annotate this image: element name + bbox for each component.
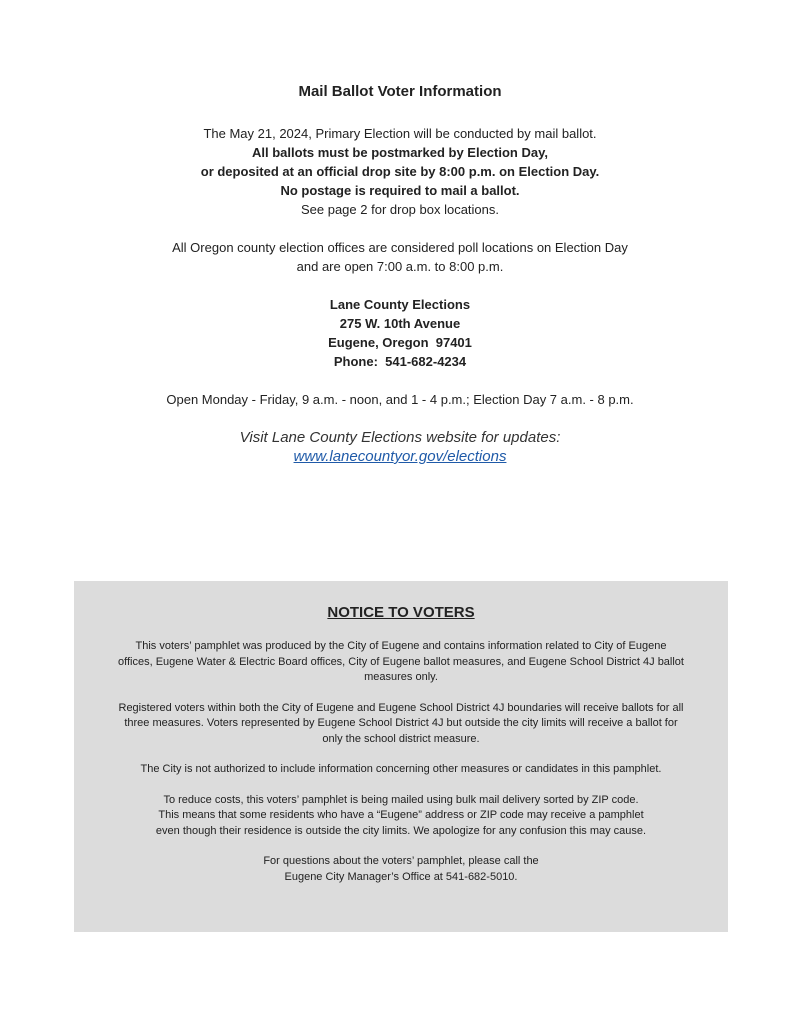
notice-line: To reduce costs, this voters’ pamphlet is being mailed using bulk mail delivery sorted by ZIP code. — [163, 793, 639, 806]
notice-to-voters-box — [74, 581, 728, 932]
notice-paragraph — [88, 701, 714, 748]
office-phone: Phone: 541-682-4234 — [333, 354, 467, 369]
postmark-deadline-text: All ballots must be postmarked by Election Day, — [252, 145, 548, 160]
notice-paragraph — [88, 639, 714, 686]
notice-line: Eugene City Manager’s Office at 541-682-5010. — [284, 870, 518, 883]
drop-box-reference-text: See page 2 for drop box locations. — [300, 202, 500, 217]
notice-line: This voters’ pamphlet was produced by the City of Eugene and contains information related to City of Eugene — [135, 640, 667, 652]
office-city: Eugene, Oregon 97401 — [328, 335, 472, 350]
no-postage-text: No postage is required to mail a ballot. — [280, 183, 520, 198]
notice-paragraph — [88, 854, 714, 885]
office-hours-text: Open Monday - Friday, 9 a.m. - noon, and 1 - 4 p.m.; Election Day 7 a.m. - 8 p.m. — [166, 392, 634, 407]
notice-line: Registered voters within both the City of Eugene and Eugene School District 4J boundaries will receive ballots for all — [118, 701, 684, 714]
notice-line: offices, Eugene Water & Electric Board offices, City of Eugene ballot measures, and Eugene School District 4J ballot — [118, 655, 684, 668]
notice-line: even though their residence is outside the city limits. We apologize for any confusion this may cause. — [155, 824, 647, 837]
notice-title: NOTICE TO VOTERS — [327, 604, 475, 621]
visit-website-text: Visit Lane County Elections website for updates: — [239, 429, 561, 446]
poll-locations-text: All Oregon county election offices are considered poll locations on Election Day — [172, 240, 628, 255]
notice-paragraph — [88, 762, 714, 778]
section-title: Mail Ballot Voter Information — [298, 83, 502, 100]
drop-site-deadline-text: or deposited at an official drop site by 8:00 p.m. on Election Day. — [200, 164, 600, 179]
poll-hours-text: and are open 7:00 a.m. to 8:00 p.m. — [296, 259, 504, 274]
notice-line: The City is not authorized to include information concerning other measures or candidates in this pamphlet. — [140, 763, 662, 775]
notice-line: only the school district measure. — [322, 732, 480, 745]
notice-line: three measures. Voters represented by Eugene School District 4J but outside the city limits will receive a ballot for — [124, 717, 678, 729]
office-address: 275 W. 10th Avenue — [339, 316, 461, 331]
intro-text: The May 21, 2024, Primary Election will be conducted by mail ballot. — [203, 126, 597, 141]
elections-website-link[interactable]: www.lanecountyor.gov/elections — [293, 448, 507, 465]
mail-ballot-info-section — [60, 82, 740, 466]
notice-paragraph — [88, 793, 714, 840]
notice-line: For questions about the voters’ pamphlet, please call the — [263, 855, 539, 867]
notice-line: This means that some residents who have a “Eugene” address or ZIP code may receive a pamphlet — [158, 809, 644, 821]
notice-line: measures only. — [364, 671, 438, 683]
office-name: Lane County Elections — [329, 297, 471, 312]
